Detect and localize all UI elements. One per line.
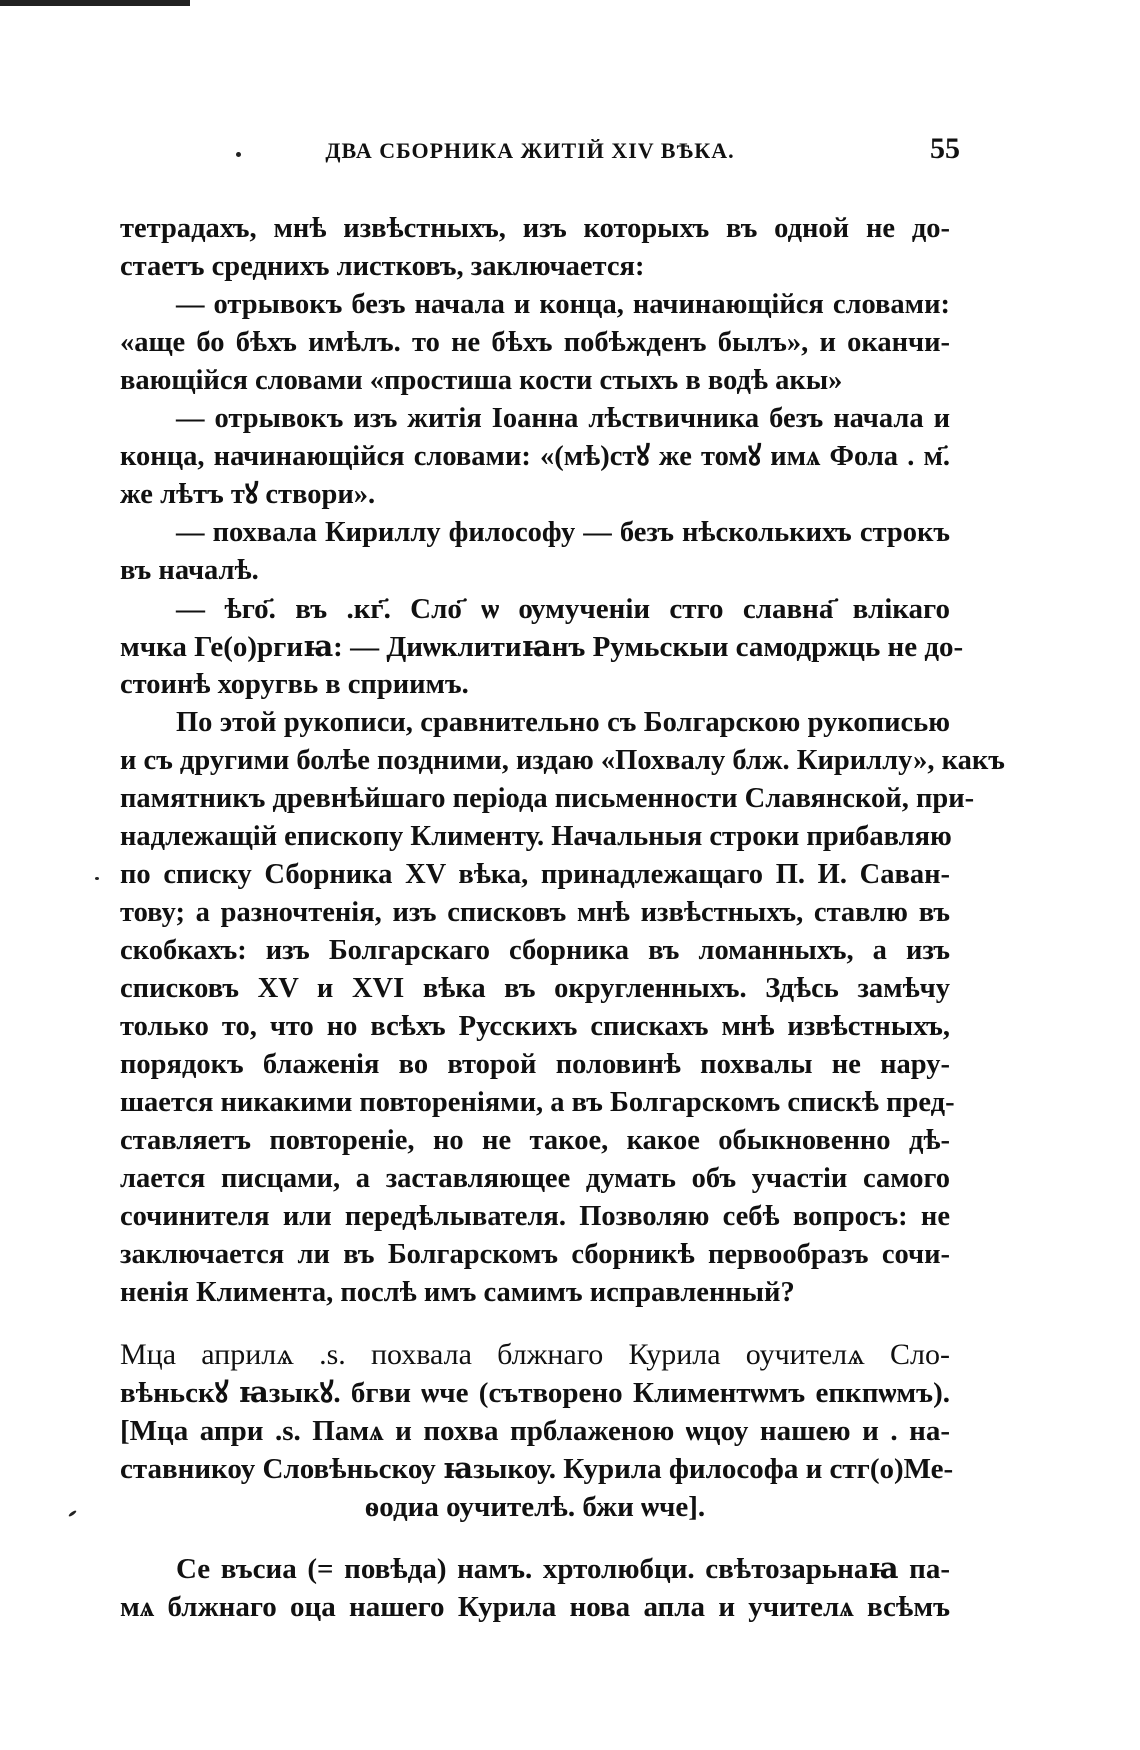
text-line: конца, начинающійся словами: «(мѣ)стꙋ же томꙋ имѧ Фола . м҃. [120,441,950,472]
text-line: — отрывокъ безъ начала и конца, начинающійся словами: [176,289,950,320]
text-line: — похвала Кириллу философу — безъ нѣсколькихъ строкъ [176,517,950,548]
top-rule [0,0,190,6]
ink-speck [95,877,99,880]
text-line: тетрадахъ, мнѣ извѣстныхъ, изъ которыхъ въ одной не до- [120,213,950,244]
text-line: только то, что но всѣхъ Русскихъ спискахъ мнѣ извѣстныхъ, [120,1011,950,1042]
text-line: стоинѣ хоругвь в сприимъ. [120,669,469,700]
text-line: Се въсиа (= повѣда) намъ. хртолюбци. свѣтозарьнаꙗ па- [176,1553,950,1585]
text-line: [Мца апри .ѕ. Памѧ и похва прблаженою ѡцоу нашею и . на- [120,1415,950,1447]
text-line: Мца априлѧ .ѕ. похвала блжнаго Курила оучителѧ Сло- [120,1338,950,1371]
ink-speck [68,1510,77,1518]
ink-speck [236,152,241,157]
running-header: ДВА СБОРНИКА ЖИТІЙ XIV ВѢКА. [325,138,735,163]
text-line: лается писцами, а заставляющее думать объ участіи самого [120,1163,950,1194]
text-line: въ началѣ. [120,555,259,586]
text-line: ненія Климента, послѣ имъ самимъ исправленный? [120,1277,795,1308]
text-line: скобкахъ: изъ Болгарскаго сборника въ ломанныхъ, а изъ [120,935,950,966]
page-number: 55 [930,132,960,165]
text-line: списковъ XV и XVI вѣка въ округленныхъ. Здѣсь замѣчу [120,973,950,1004]
text-line: вающійся словами «простиша кости стыхъ в водѣ акы» [120,365,843,396]
text-line: порядокъ блаженія во второй половинѣ похвалы не нару- [120,1049,950,1080]
text-line: мчка Ге(о)ргиꙗ: — Диѡклитиꙗнъ Румьскыи самодржць не до- [120,631,964,663]
text-line: заключается ли въ Болгарскомъ сборникѣ первообразъ сочи- [120,1239,950,1270]
text-line: ставляетъ повтореніе, но не такое, какое обыкновенно дѣ- [120,1125,950,1156]
text-line: «аще бо бѣхъ имѣлъ. то не бѣхъ побѣжденъ былъ», и оканчи- [120,327,950,358]
text-line: по списку Сборника XV вѣка, принадлежащаго П. И. Саван- [120,859,950,890]
text-line: мѧ блжнаго оца нашего Курила нова апла и учителѧ всѣмъ [120,1591,950,1623]
text-line: ставникоу Словѣньскоу ꙗзыкоу. Курила философа и стг(о)Ме- [120,1453,954,1485]
text-line: — отрывокъ изъ житія Іоанна лѣствичника безъ начала и [176,403,950,434]
text-line: стаетъ среднихъ листковъ, заключается: [120,251,645,282]
text-line: тову; а разночтенія, изъ списковъ мнѣ извѣстныхъ, ставлю въ [120,897,950,928]
text-line: сочинителя или передѣлывателя. Позволяю себѣ вопросъ: не [120,1201,950,1232]
text-line: же лѣтъ тꙋ створи». [120,479,376,510]
text-line: — ѣго҃. въ .кг҃. Сло҃ ѡ ѹмученіи стго славна҃ влікаго [176,593,950,625]
text-line: ѳодиа оучителѣ. бжи ѡче]. [364,1491,706,1523]
text-line: вѣньскꙋ ꙗзыкꙋ. бгви ѡче (сътворено Климентѡмъ епкпѡмъ). [120,1377,950,1409]
text-line: памятникъ древнѣйшаго періода письменности Славянской, при- [120,783,975,814]
text-line: шается никакими повтореніями, а въ Болгарскомъ спискѣ пред- [120,1087,955,1118]
text-line: По этой рукописи, сравнительно съ Болгарскою рукописью [176,707,950,738]
text-line: надлежащій епископу Клименту. Начальныя строки прибавляю [120,821,952,852]
text-line: и съ другими болѣе поздними, издаю «Похвалу блж. Кириллу», какъ [120,745,1005,776]
